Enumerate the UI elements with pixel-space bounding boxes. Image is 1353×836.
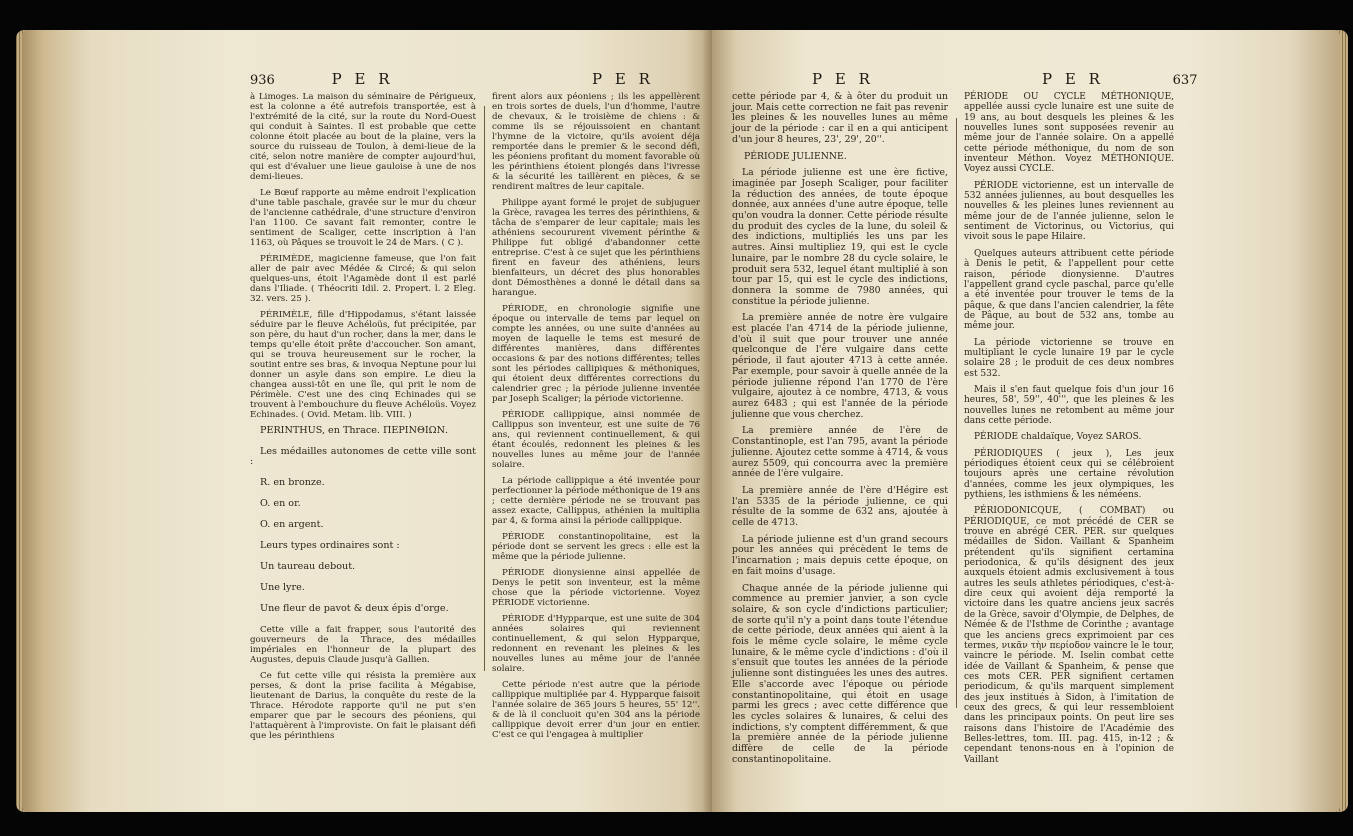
- paragraph: R. en bronze.: [260, 477, 325, 488]
- section-heading: PÉRIODE JULIENNE.: [744, 150, 847, 162]
- left-header-text: P E R: [331, 70, 394, 88]
- paragraph: La première année de l'ère d'Hégire est l'an 5335 de la période julienne, ce qui résulte de la somme de 632 ans, ajoutée à celle de 4713.: [732, 484, 948, 529]
- paragraph: PÉRIMÈDE, magicienne fameuse, que l'on fait aller de pair avec Médée & Circé; & qui selon quelques-uns, étoit l'Agamède dont il est parlé dans l'Iliade. ( Théocriti Idil. 2. Propert. l. 2 Eleg. 32. vers. 25 ).: [250, 254, 476, 304]
- right-page-header-left: P E R: [812, 70, 874, 88]
- paragraph: Philippe ayant formé le projet de subjuguer la Grèce, ravagea les terres des périnthiens, & tâcha de s'emparer de leur capitale; mais les athéniens secoururent vivement périnthe & Philippe fut obligé d'abandonner cette entreprise. C'est à ce sujet que les périnthiens firent en faveur des athéniens, leurs bienfaiteurs, un décret des plus honorables dont Démosthènes a donné le détail dans sa harangue.: [492, 198, 700, 298]
- paragraph: O. en argent.: [260, 519, 324, 530]
- left-page-column-2: [492, 92, 700, 746]
- paragraph: PÉRIODE, en chronologie signifie une époque ou intervalle de tems par lequel on compte les années, ou une suite d'années au moyen de laquelle le tems est mesuré de différentes manières, dans différentes occasions & par des notions différentes; telles sont les périodes callipiques & méthoniques, qui étoient deux différentes corrections du calendrier grec ; la période julienne inventée par Joseph Scaliger; la période victorienne.: [492, 304, 700, 404]
- paragraph: Cette période n'est autre que la période callippique multipliée par 4. Hypparque faisoit l'année solaire de 365 jours 5 heures, 55' 12''. & de là il concluoit qu'en 304 ans la période callippique devoit errer d'un jour en entier. C'est ce qui l'engagea à multiplier: [492, 680, 700, 740]
- paragraph: Mais il s'en faut quelque fois d'un jour 16 heures, 58', 59'', 40''', que les pleines & les nouvelles lunes ne retombent au même jour dans cette période.: [964, 384, 1174, 426]
- paragraph: PÉRIODE OU CYCLE MÉTHONIQUE, appellée aussi cycle lunaire est une suite de 19 ans, au bout desquels les pleines & les nouvelles lunes sont supposées revenir au même jour de l'année solaire. On a appellé cette période méthonique, du nom de son inventeur Méthon. Voyez MÉTHONIQUE. Voyez aussi CYCLE.: [964, 92, 1174, 175]
- paragraph: Un taureau debout.: [260, 561, 356, 572]
- left-page-number: 936: [250, 73, 275, 88]
- paragraph: Une fleur de pavot & deux épis d'orge.: [260, 603, 449, 614]
- paragraph: La période julienne est d'un grand secours pour les années qui précèdent le tems de l'incarnation ; mais depuis cette époque, on en fait moins d'usage.: [732, 533, 948, 577]
- left-page: [22, 30, 712, 812]
- paragraph: La première année de l'ère de Constantinople, est l'an 795, avant la période julienne. Ajoutez cette somme à 4714, & vous aurez 5509, qui concourra avec la première année de l'ère vulgaire.: [732, 425, 948, 480]
- paragraph: PÉRIODE dionysienne ainsi appellée de Denys le petit son inventeur, est la même chose que la période victorienne. Voyez PÉRIODE victorienne.: [492, 568, 700, 608]
- column-separator: [484, 106, 485, 671]
- paragraph: La période victorienne se trouve en multipliant le cycle lunaire 19 par le cycle solaire 28 ; le produit de ces deux nombres est 532.: [964, 337, 1174, 379]
- right-page: [712, 30, 1340, 812]
- column-separator: [956, 118, 957, 708]
- paragraph: firent alors aux péoniens ; ils les appellèrent en trois sortes de duels, l'un d'homme, l'autre de chevaux, & le troisième de chiens : & comme ils se réjouissoient en chantant l'hymne de la victoire, qu'ils avoient déja remportée dans le premier & le second défi, les péoniens profitant du moment favorable où les périnthiens étoient plongés dans l'ivresse & la sécurité les taillèrent en pièces, & se rendirent maîtres de leur capitale.: [492, 92, 700, 192]
- paragraph: à Limoges. La maison du séminaire de Périgueux, est la colonne a été autrefois transportée, est à l'extrémité de la cité, sur la route du Nord-Ouest qui conduit à Saintes. Il est probable que cette colonne étoit placée au bout de la plaine, vers la source du ruisseau de Toulon, à demi-lieue de la cité, selon notre manière de compter aujourd'hui, qui est d'évaluer une lieue gauloise à une de nos demi-lieues.: [250, 92, 476, 182]
- right-page-header-right: [1042, 70, 1197, 88]
- left-page-header-right: P E R: [592, 70, 654, 88]
- paragraph: Le Bœuf rapporte au même endroit l'explication d'une table paschale, gravée sur le mur du chœur de l'ancienne cathédrale, d'une structure d'environ l'an 1100. Ce savant fait remonter, contre le sentiment de Scaliger, cette inscription à l'an 1163, où Pâques se trouvoit le 24 de Mars. ( C ).: [250, 188, 476, 248]
- paragraph: La première année de notre ère vulgaire est placée l'an 4714 de la période julienne, d'où il suit que pour trouver une année quelconque de l'ère vulgaire dans cette période, il faut ajouter 4713 à cette année. Par exemple, pour savoir à quelle année de la période julienne répond l'an 1770 de l'ère vulgaire, ajoutez à ce nombre, 4713, & vous aurez 6483 ; qui est l'année de la période julienne que vous cherchez.: [732, 312, 948, 420]
- paragraph: PERINTHUS, en Thrace. ΠΕΡΙΝΘΙΩΝ.: [260, 425, 449, 436]
- paragraph: Les médailles autonomes de cette ville sont :: [250, 446, 476, 467]
- left-page-column-1: [250, 92, 476, 747]
- paragraph: Quelques auteurs attribuent cette période à Denis le petit, & l'appellent pour cette raison, période dionysienne. D'autres l'appellent grand cycle paschal, parce qu'elle a été inventée pour trouver le tems de la pâque, & que dans l'ancien calendrier, la fête de Pâque, au bout de 532 ans, tombe au même jour.: [964, 248, 1174, 332]
- paragraph: PÉRIODIQUES ( jeux ), Les jeux périodiques étoient ceux qui se célébroient toujours après une certaine révolution d'années, comme les jeux olympiques, les pythiens, les isthmiens & les néméens.: [964, 448, 1174, 501]
- paragraph: Une lyre.: [260, 582, 305, 593]
- paragraph: PÉRIODE callippique, ainsi nommée de Callippus son inventeur, est une suite de 76 ans, qui reviennent continuellement, & qui étant écoulés, redonnent les pleines & les nouvelles lunes au même jour de l'année solaire.: [492, 410, 700, 470]
- paragraph: PÉRIMÈLE, fille d'Hippodamus, s'étant laissée séduire par le fleuve Achéloüs, fut précipitée, par son père, du haut d'un rocher, dans la mer, dans le temps qu'elle étoit prête d'accoucher. Son amant, qui se trouva heureusement sur le rocher, la soutint entre ses bras, & invoqua Neptune pour lui donner un asyle dans son empire. Le dieu la changea aussi-tôt en une île, qui prit le nom de Périmèle. C'est une des cinq Echinades qui se trouvent à l'embouchure du fleuve Achéloüs. Voyez Echinades. ( Ovid. Metam. lib. VIII. ): [250, 310, 476, 420]
- paragraph: O. en or.: [260, 498, 301, 509]
- paragraph: PÉRIODE constantinopolitaine, est la période dont se servent les grecs : elle est la même que la période julienne.: [492, 532, 700, 562]
- paragraph: PÉRIODE victorienne, est un intervalle de 532 années juliennes, au bout desquelles les nouvelles & les pleines lunes reviennent au même jour de de l'année julienne, selon le sentiment de Victorinus, ou Victorius, qui vivoit sous le pape Hilaire.: [964, 180, 1174, 243]
- paragraph: La période callippique a été inventée pour perfectionner la période méthonique de 19 ans ; cette dernière période ne se trouvant pas assez exacte, Callippus, athénien la multiplia par 4, & forma ainsi la période callippique.: [492, 476, 700, 526]
- left-page-header-left: [250, 70, 393, 88]
- right-page-column-1: [732, 92, 948, 771]
- right-page-column-2: [964, 92, 1174, 771]
- paragraph: Ce fut cette ville qui résista la première aux perses, & dont la prise facilita à Mégabise, lieutenant de Darius, la conquête du reste de la Thrace. Hérodote rapporte qu'il ne put s'en emparer que par le secours des péoniens, qui l'attaquèrent à l'improviste. On fait le plaisant défi que les périnthiens: [250, 671, 476, 741]
- paragraph: Cette ville a fait frapper, sous l'autorité des gouverneurs de la Thrace, des médailles impériales en l'honneur de la plupart des Augustes, depuis Claude jusqu'à Gallien.: [250, 625, 476, 665]
- paragraph: Chaque année de la période julienne qui commence au premier janvier, a son cycle solaire, & son cycle d'indictions particulier; de sorte qu'il n'y a point dans toute l'étendue de cette période, deux années qui aient à la fois le même cycle solaire, le même cycle lunaire, & le même cycle d'indictions : d'où il s'ensuit que toutes les années de la période julienne sont distinguées les unes des autres. Elle s'accorde avec l'époque ou période constantinopolitaine, qui étoit en usage parmi les grecs ; avec cette différence que les cycles solaires & lunaires, & celui des indictions, s'y comptent différemment, & que la première année de la période julienne diffère de celle de la période constantinopolitaine.: [732, 582, 948, 765]
- right-page-number: 637: [1172, 73, 1198, 88]
- right-header-text: P E R: [1042, 70, 1104, 88]
- paragraph: cette période par 4, & à ôter du produit un jour. Mais cette correction ne fait pas revenir les pleines & les nouvelles lunes au même jour de la période : car il en a qui anticipent d'un jour 8 heures, 23', 29', 20''.: [732, 91, 948, 145]
- paragraph: La période julienne est une ère fictive, imaginée par Joseph Scaliger, pour faciliter la réduction des années, de toute époque donnée, aux années d'une autre époque, telle qu'on voudra la donner. Cette période résulte du produit des cycles de la lune, du soleil & des indictions, multipliés les uns par les autres. Ainsi multipliez 19, qui est le cycle lunaire, par le nombre 28 du cycle solaire, le produit sera 532, lequel étant multiplié à son tour par 15, qui est le cycle des indictions, donnera la somme de 7980 années, qui constitue la période julienne.: [732, 167, 948, 307]
- paragraph: PÉRIODE chaldaïque, Voyez SAROS.: [974, 432, 1142, 443]
- paragraph: PÉRIODONICQUE, ( COMBAT) ou PÉRIODIQUE, ce mot précédé de CER se trouve en abrégé CER. PER. sur quelques médailles de Sidon. Vaillant & Spanheim prétendent qu'ils signifient certamina periodonica, & qu'ils désignent des jeux auxquels étoient admis exclusivement à tous autres les seuls athletes périodiques, c'est-à-dire ceux qui avoient déja remporté la victoire dans les quatre anciens jeux sacrés de la Grèce, savoir d'Olympie, de Delphes, de Némée & de l'Isthme de Corinthe ; avantage que les anciens grecs exprimoient par ces termes, νικᾶν τὴν περίοδον vaincre le le tour, vaincre le période. M. Iselin combat cette idée de Vaillant & Spanheim, & pense que ces mots CER. PER signifient certamen periodicum, & qu'ils marquent simplement des jeux institués à Sidon, à l'imitation de ceux des grecs, & qui leur ressembloient dans les principaux points. On peut lire ses raisons dans l'histoire de l'Académie des Belles-lettres, tom. III. pag. 415, in-12 ; & cependant tenons-nous en à l'opinion de Vaillant: [964, 506, 1174, 765]
- open-book: [22, 22, 1340, 812]
- paragraph: Leurs types ordinaires sont :: [260, 540, 400, 551]
- paragraph: PÉRIODE d'Hypparque, est une suite de 304 années solaires qui reviennent continuellement, & qui selon Hypparque, redonnent en revenant les pleines & les nouvelles lunes au même jour de l'année solaire.: [492, 614, 700, 674]
